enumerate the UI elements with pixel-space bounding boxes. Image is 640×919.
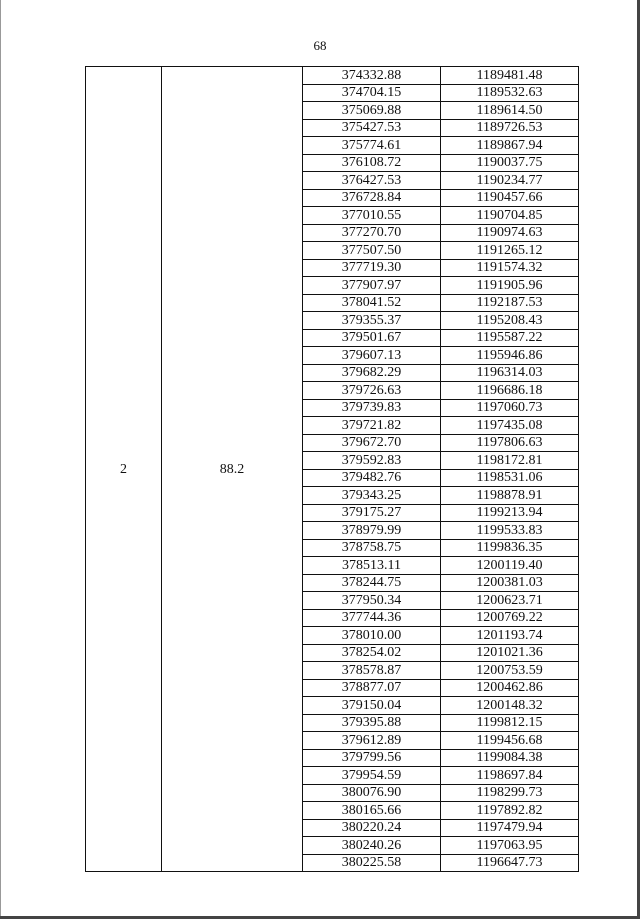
y-coordinate-cell: 1189532.63 <box>441 84 579 102</box>
y-coordinate-cell: 1195587.22 <box>441 329 579 347</box>
x-coordinate-cell: 376427.53 <box>303 172 441 190</box>
area-cell: 88.2 <box>162 67 303 872</box>
x-coordinate-cell: 380076.90 <box>303 784 441 802</box>
y-coordinate-cell: 1200148.32 <box>441 697 579 715</box>
y-coordinate-cell: 1198878.91 <box>441 487 579 505</box>
y-coordinate-cell: 1195946.86 <box>441 347 579 365</box>
y-coordinate-cell: 1196314.03 <box>441 364 579 382</box>
x-coordinate-cell: 379482.76 <box>303 469 441 487</box>
y-coordinate-cell: 1190974.63 <box>441 224 579 242</box>
y-coordinate-cell: 1190234.77 <box>441 172 579 190</box>
x-coordinate-cell: 375774.61 <box>303 137 441 155</box>
x-coordinate-cell: 376108.72 <box>303 154 441 172</box>
group-index-cell: 2 <box>86 67 162 872</box>
coordinates-table-body <box>86 67 579 872</box>
x-coordinate-cell: 379612.89 <box>303 732 441 750</box>
y-coordinate-cell: 1200769.22 <box>441 609 579 627</box>
x-coordinate-cell: 378010.00 <box>303 627 441 645</box>
x-coordinate-cell: 380240.26 <box>303 837 441 855</box>
x-coordinate-cell: 379739.83 <box>303 399 441 417</box>
x-coordinate-cell: 376728.84 <box>303 189 441 207</box>
y-coordinate-cell: 1201021.36 <box>441 644 579 662</box>
x-coordinate-cell: 379682.29 <box>303 364 441 382</box>
y-coordinate-cell: 1192187.53 <box>441 294 579 312</box>
x-coordinate-cell: 377719.30 <box>303 259 441 277</box>
x-coordinate-cell: 379355.37 <box>303 312 441 330</box>
y-coordinate-cell: 1191905.96 <box>441 277 579 295</box>
x-coordinate-cell: 377744.36 <box>303 609 441 627</box>
page-edge-left <box>0 0 1 919</box>
x-coordinate-cell: 377950.34 <box>303 592 441 610</box>
coordinates-table <box>85 66 579 872</box>
y-coordinate-cell: 1200119.40 <box>441 557 579 575</box>
y-coordinate-cell: 1199812.15 <box>441 714 579 732</box>
y-coordinate-cell: 1189867.94 <box>441 137 579 155</box>
x-coordinate-cell: 377270.70 <box>303 224 441 242</box>
y-coordinate-cell: 1189481.48 <box>441 67 579 85</box>
y-coordinate-cell: 1198531.06 <box>441 469 579 487</box>
x-coordinate-cell: 379726.63 <box>303 382 441 400</box>
y-coordinate-cell: 1200462.86 <box>441 679 579 697</box>
y-coordinate-cell: 1189614.50 <box>441 102 579 120</box>
x-coordinate-cell: 378244.75 <box>303 574 441 592</box>
y-coordinate-cell: 1199533.83 <box>441 522 579 540</box>
y-coordinate-cell: 1199084.38 <box>441 749 579 767</box>
y-coordinate-cell: 1198172.81 <box>441 452 579 470</box>
y-coordinate-cell: 1200753.59 <box>441 662 579 680</box>
x-coordinate-cell: 379501.67 <box>303 329 441 347</box>
x-coordinate-cell: 378578.87 <box>303 662 441 680</box>
y-coordinate-cell: 1199213.94 <box>441 504 579 522</box>
y-coordinate-cell: 1195208.43 <box>441 312 579 330</box>
y-coordinate-cell: 1190457.66 <box>441 189 579 207</box>
y-coordinate-cell: 1199456.68 <box>441 732 579 750</box>
y-coordinate-cell: 1197892.82 <box>441 802 579 820</box>
y-coordinate-cell: 1197063.95 <box>441 837 579 855</box>
y-coordinate-cell: 1200381.03 <box>441 574 579 592</box>
page-number: 68 <box>313 38 327 53</box>
y-coordinate-cell: 1197435.08 <box>441 417 579 435</box>
y-coordinate-cell: 1198299.73 <box>441 784 579 802</box>
x-coordinate-cell: 378877.07 <box>303 679 441 697</box>
x-coordinate-cell: 378758.75 <box>303 539 441 557</box>
x-coordinate-cell: 380165.66 <box>303 802 441 820</box>
x-coordinate-cell: 379672.70 <box>303 434 441 452</box>
x-coordinate-cell: 375427.53 <box>303 119 441 137</box>
y-coordinate-cell: 1197806.63 <box>441 434 579 452</box>
x-coordinate-cell: 374704.15 <box>303 84 441 102</box>
x-coordinate-cell: 374332.88 <box>303 67 441 85</box>
x-coordinate-cell: 379150.04 <box>303 697 441 715</box>
x-coordinate-cell: 379343.25 <box>303 487 441 505</box>
x-coordinate-cell: 378513.11 <box>303 557 441 575</box>
x-coordinate-cell: 375069.88 <box>303 102 441 120</box>
x-coordinate-cell: 379175.27 <box>303 504 441 522</box>
y-coordinate-cell: 1190037.75 <box>441 154 579 172</box>
x-coordinate-cell: 377507.50 <box>303 242 441 260</box>
y-coordinate-cell: 1197060.73 <box>441 399 579 417</box>
y-coordinate-cell: 1200623.71 <box>441 592 579 610</box>
y-coordinate-cell: 1191574.32 <box>441 259 579 277</box>
x-coordinate-cell: 378041.52 <box>303 294 441 312</box>
x-coordinate-cell: 379954.59 <box>303 767 441 785</box>
y-coordinate-cell: 1191265.12 <box>441 242 579 260</box>
y-coordinate-cell: 1196647.73 <box>441 854 579 872</box>
x-coordinate-cell: 377907.97 <box>303 277 441 295</box>
y-coordinate-cell: 1190704.85 <box>441 207 579 225</box>
x-coordinate-cell: 379395.88 <box>303 714 441 732</box>
y-coordinate-cell: 1199836.35 <box>441 539 579 557</box>
x-coordinate-cell: 380225.58 <box>303 854 441 872</box>
x-coordinate-cell: 378254.02 <box>303 644 441 662</box>
x-coordinate-cell: 379721.82 <box>303 417 441 435</box>
y-coordinate-cell: 1201193.74 <box>441 627 579 645</box>
x-coordinate-cell: 379799.56 <box>303 749 441 767</box>
x-coordinate-cell: 378979.99 <box>303 522 441 540</box>
table-row <box>86 67 579 85</box>
x-coordinate-cell: 379607.13 <box>303 347 441 365</box>
y-coordinate-cell: 1189726.53 <box>441 119 579 137</box>
y-coordinate-cell: 1196686.18 <box>441 382 579 400</box>
y-coordinate-cell: 1197479.94 <box>441 819 579 837</box>
x-coordinate-cell: 380220.24 <box>303 819 441 837</box>
y-coordinate-cell: 1198697.84 <box>441 767 579 785</box>
x-coordinate-cell: 377010.55 <box>303 207 441 225</box>
x-coordinate-cell: 379592.83 <box>303 452 441 470</box>
